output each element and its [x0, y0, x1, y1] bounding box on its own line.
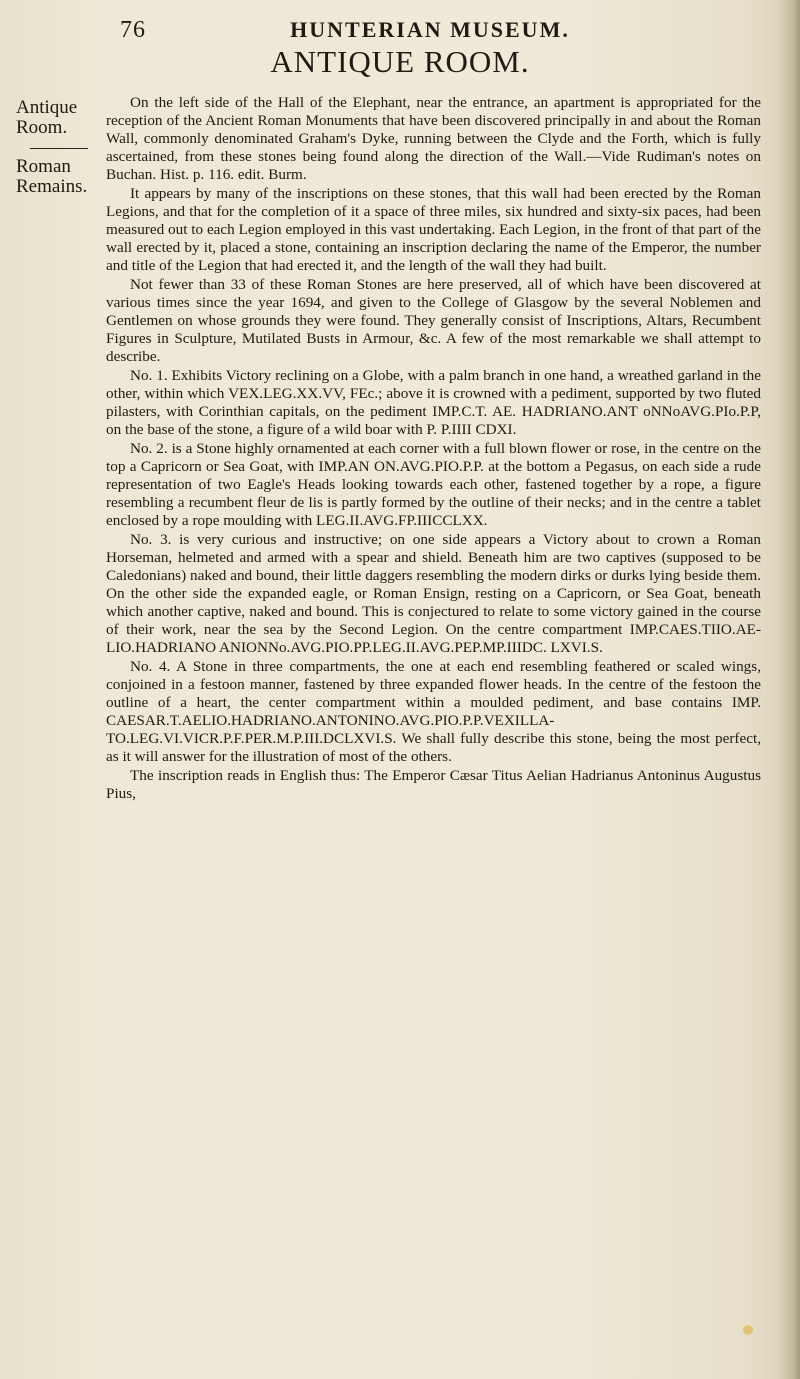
running-title: HUNTERIAN MUSEUM. — [290, 17, 570, 42]
margin-notes — [16, 98, 108, 207]
margin-rule — [30, 148, 88, 149]
paragraph-no-4: No. 4. A Stone in three compartments, the one at each end resembling feathered or scaled wings, conjoined in a festoon manner, fastened by three expanded flower heads. In the centre of the festoon the outline of a heart, the center compartment within a moulded pediment, and base contains IMP. CAESAR.T.AELIO.HADRIANO.ANTONINO.AVG.PIO.P.P.VEXILLA-TO.LEG.VI.VICR.P.F.PER.M.P.III.DCLXVI.S. We shall fully describe this stone, being the most perfect, as it will answer for the illustration of most of the others. — [106, 658, 761, 765]
page-number: 76 — [120, 16, 146, 43]
paragraph-no-2: No. 2. is a Stone highly ornamented at each corner with a full blown flower or rose, in the centre on the top a Capricorn or Sea Goat, with IMP.AN ON.AVG.PIO.P.P. at the bottom a Pegasus, on each side a rude representation of two Eagle's Heads looking towards each other, fastened together by a rope, a figure resembling a recumbent fleur de lis is partly formed by the outline of their necks; and in the centre a tablet enclosed by a rope moulding with LEG.II.AVG.FP.IIICCLXX. — [106, 440, 761, 529]
paragraph-stones-count: Not fewer than 33 of these Roman Stones are here preserved, all of which have been discovered at various times since the year 1694, and given to the College of Glasgow by the several Noblemen and Gentlemen on whose grounds they were found. They generally consist of Inscriptions, Altars, Recumbent Figures in Sculpture, Mutilated Busts in Armour, &c. A few of the most remarkable we shall attempt to describe. — [106, 276, 761, 365]
body-text — [106, 94, 761, 803]
section-title: ANTIQUE ROOM. — [270, 44, 530, 79]
paragraph-legions: It appears by many of the inscriptions on these stones, that this wall had been erected by the Roman Legions, and that for the completion of it a space of three miles, six hundred and sixty-six paces, had been measured out to each Legion employed in this vast undertaking. Each Legion, in the front of that part of the wall erected by it, placed a stone, containing an inscription declaring the name of the Emperor, the number and title of the Legion that had erected it, and the length of the wall they had built. — [106, 185, 761, 274]
paragraph-intro: On the left side of the Hall of the Elephant, near the entrance, an apartment is appropriated for the reception of the Ancient Roman Monuments that have been discovered principally in and about the Roman Wall, commonly denominated Graham's Dyke, running between the Clyde and the Forth, which is fully ascertained, from these stones being found along the direction of the Wall.—Vide Rudiman's notes on Buchan. Hist. p. 116. edit. Burm. — [106, 94, 761, 183]
paragraph-translation: The inscription reads in English thus: The Emperor Cæsar Titus Aelian Hadrianus Antoninus Augustus Pius, — [106, 767, 761, 802]
paragraph-no-3: No. 3. is very curious and instructive; on one side appears a Victory about to crown a Roman Horseman, helmeted and armed with a spear and shield. Beneath him are two captives (supposed to be Caledonians) naked and bound, their little daggers resembling the modern dirks or durks lying beside them. On the other side the expanded eagle, or Roman Ensign, resting on a Capricorn, or Sea Goat, beneath which another captive, naked and bound. This is conjectured to relate to some victory gained in the course of their work, near the sea by the Second Legion. On the centre compartment IMP.CAES.TIIO.AE-LIO.HADRIANO ANIONNo.AVG.PIO.PP.LEG.II.AVG.PEP.MP.IIIDC. LXVI.S. — [106, 531, 761, 656]
paper-spot — [743, 1325, 753, 1335]
page-edge-shadow — [778, 0, 800, 1379]
margin-note-antique-room: Antique Room. — [16, 97, 78, 138]
paragraph-no-1: No. 1. Exhibits Victory reclining on a Globe, with a palm branch in one hand, a wreathed garland in the other, within which VEX.LEG.XX.VV, FEc.; above it is crowned with a pediment, supported by two fluted pilasters, with Corinthian capitals, on the pediment IMP.C.T. AE. HADRIANO.ANT oNNoAVG.PIo.P.P, on the base of the stone, a figure of a wild boar with P. P.IIII CDXI. — [106, 367, 761, 438]
margin-note-roman-remains: Roman Remains. — [16, 156, 88, 197]
